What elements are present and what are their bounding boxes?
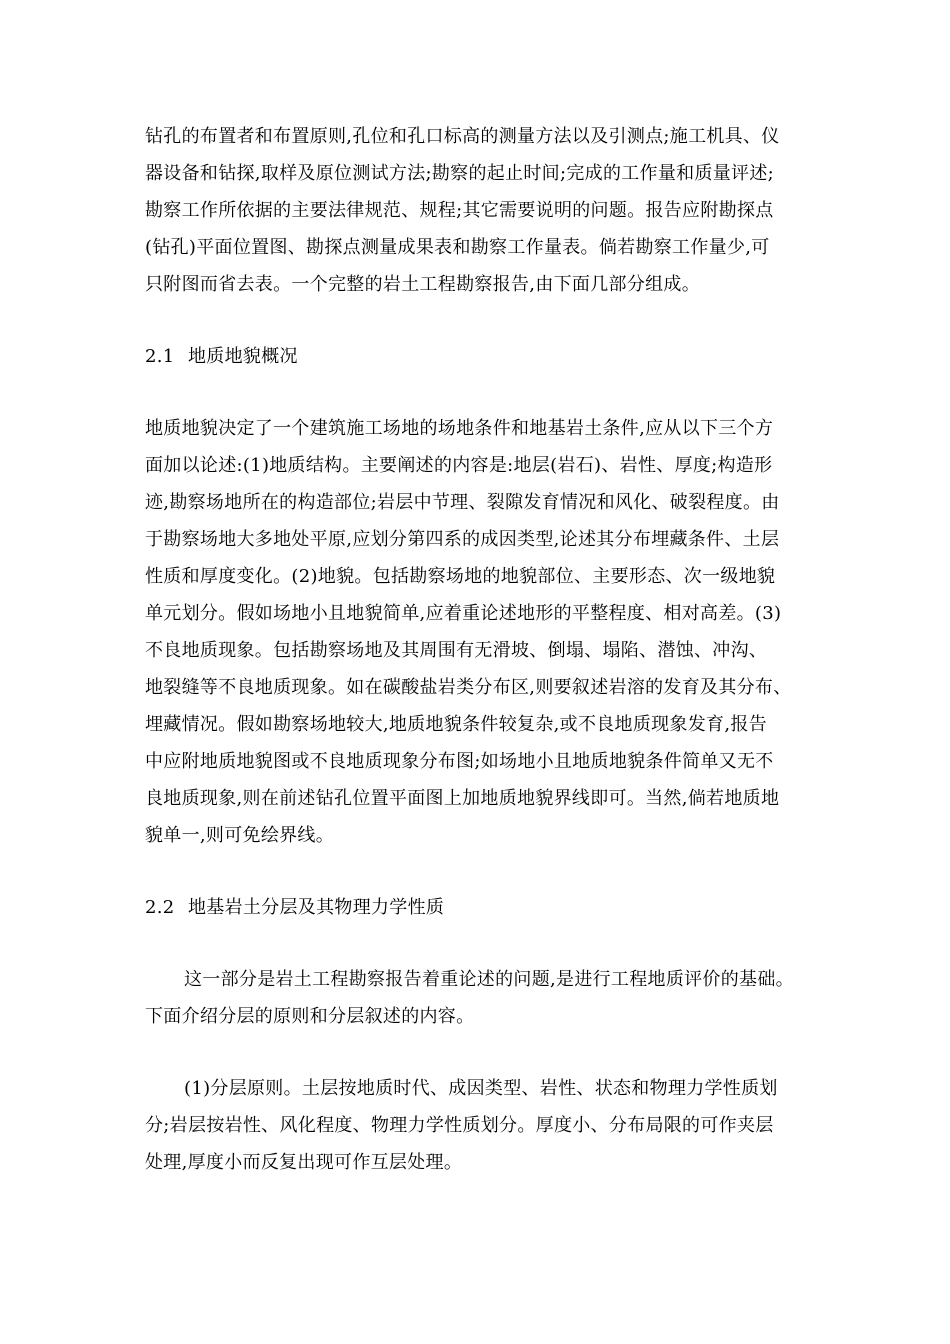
paragraph-1-line-2: 器设备和钻探,取样及原位测试方法;勘察的起止时间;完成的工作量和质量评述; — [145, 163, 775, 184]
paragraph-1-line-1: 钻孔的布置者和布置原则,孔位和孔口标高的测量方法以及引测点;施工机具、仪 — [145, 126, 780, 147]
paragraph-2-line-7: 不良地质现象。包括勘察场地及其周围有无滑坡、倒塌、塌陷、潜蚀、冲沟、 — [145, 640, 768, 661]
paragraph-2-line-2: 面加以论述:(1)地质结构。主要阐述的内容是:地层(岩石)、岩性、厚度;构造形 — [145, 455, 773, 476]
paragraph-2-line-9: 埋藏情况。假如勘察场地较大,地质地貌条件较复杂,或不良地质现象发育,报告 — [145, 714, 767, 735]
paragraph-2-line-4: 于勘察场地大多地处平原,应划分第四系的成因类型,论述其分布埋藏条件、土层 — [145, 529, 780, 550]
paragraph-2-line-6: 单元划分。假如场地小且地貌简单,应着重论述地形的平整程度、相对高差。(3) — [145, 603, 782, 624]
paragraph-4-line-2: 分;岩层按岩性、风化程度、物理力学性质划分。厚度小、分布局限的可作夹层 — [145, 1115, 774, 1136]
paragraph-1-line-3: 勘察工作所依据的主要法律规范、规程;其它需要说明的问题。报告应附勘探点 — [145, 200, 774, 221]
section-number: 2.1 — [145, 346, 175, 367]
paragraph-2-line-3: 迹,勘察场地所在的构造部位;岩层中节理、裂隙发育情况和风化、破裂程度。由 — [145, 492, 780, 513]
paragraph-2-line-11: 良地质现象,则在前述钻孔位置平面图上加地质地貌界线即可。当然,倘若地质地 — [145, 788, 780, 809]
paragraph-4-line-3: 处理,厚度小而反复出现可作互层处理。 — [145, 1152, 463, 1173]
section-title: 地基岩土分层及其物理力学性质 — [188, 897, 445, 918]
paragraph-1-line-5: 只附图而省去表。一个完整的岩土工程勘察报告,由下面几部分组成。 — [145, 274, 701, 295]
paragraph-2-line-5: 性质和厚度变化。(2)地貌。包括勘察场地的地貌部位、主要形态、次一级地貌 — [145, 566, 776, 587]
section-number: 2.2 — [145, 897, 175, 918]
section-heading-2-1 — [145, 344, 298, 370]
section-heading-2-2 — [145, 895, 444, 921]
paragraph-4-line-1: (1)分层原则。土层按地质时代、成因类型、岩性、状态和物理力学性质划 — [184, 1078, 778, 1099]
paragraph-2-line-12: 貌单一,则可免绘界线。 — [145, 825, 335, 846]
paragraph-2-line-8: 地裂缝等不良地质现象。如在碳酸盐岩类分布区,则要叙述岩溶的发育及其分布、 — [145, 677, 792, 698]
section-title: 地质地貌概况 — [188, 346, 298, 367]
paragraph-2-line-1: 地质地貌决定了一个建筑施工场地的场地条件和地基岩土条件,应从以下三个方 — [145, 418, 774, 439]
paragraph-3-line-1: 这一部分是岩土工程勘察报告着重论述的问题,是进行工程地质评价的基础。 — [184, 969, 794, 990]
paragraph-3-line-2: 下面介绍分层的原则和分层叙述的内容。 — [145, 1006, 475, 1027]
paragraph-1-line-4: (钻孔)平面位置图、勘探点测量成果表和勘察工作量表。倘若勘察工作量少,可 — [145, 237, 770, 258]
paragraph-2-line-10: 中应附地质地貌图或不良地质现象分布图;如场地小且地质地貌条件简单又无不 — [145, 751, 774, 772]
